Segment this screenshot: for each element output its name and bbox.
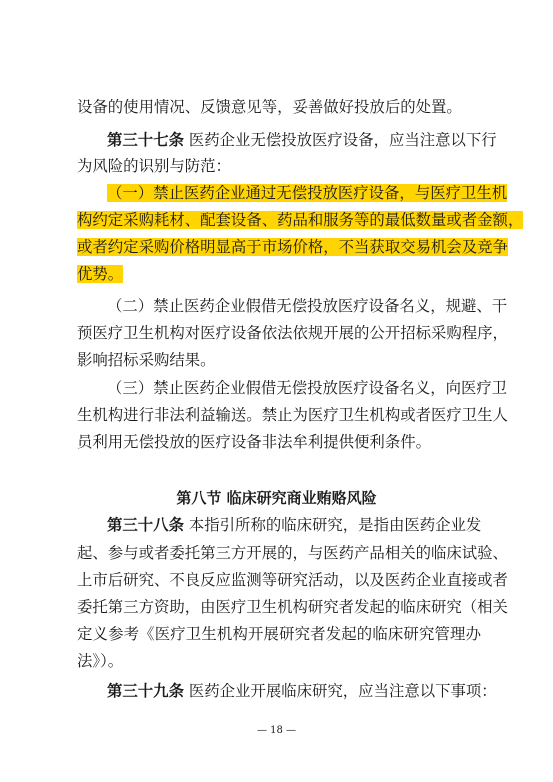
highlighted-text: 优势。: [77, 265, 124, 283]
paragraph-line: [77, 624, 481, 644]
text: 本指引所称的临床研究，是指由医药企业发: [188, 516, 482, 534]
highlighted-text: 构约定采购耗材、配套设备、药品和服务等的最低数量或者金额，: [77, 211, 524, 229]
article-label: 第三十七条: [107, 131, 184, 149]
text: 设备的使用情况、反馈意见等，妥善做好投放后的处置。: [77, 98, 462, 116]
article-39-line: [107, 681, 497, 701]
text: 生机构进行非法利益输送。禁止为医疗卫生机构或者医疗卫生人: [77, 406, 508, 424]
highlighted-line: [77, 237, 508, 257]
text: 上市后研究、不良反应监测等研究活动，以及医药企业直接或者: [77, 571, 508, 589]
highlighted-line: [77, 210, 524, 230]
paragraph-line: [77, 651, 481, 671]
section-heading: 第八节 临床研究商业贿赂风险: [176, 489, 377, 507]
paragraph-line: [77, 597, 508, 617]
paragraph-line: [77, 543, 508, 563]
page-number: — 18 —: [256, 725, 297, 736]
paragraph-line: [107, 296, 508, 316]
text: 起、参与或者委托第三方开展的，与医药产品相关的临床试验、: [77, 544, 508, 562]
text: 医药企业开展临床研究，应当注意以下事项：: [188, 682, 497, 700]
text: 定义参考《医疗卫生机构开展研究者发起的临床研究管理办: [77, 625, 481, 643]
text: 委托第三方资助，由医疗卫生机构研究者发起的临床研究（相关: [77, 598, 508, 616]
text: 医药企业无偿投放医疗设备，应当注意以下行: [188, 131, 497, 149]
paragraph-line: [77, 405, 508, 425]
text: 为风险的识别与防范：: [77, 157, 231, 175]
paragraph-line: [77, 156, 481, 176]
article-37-line: [107, 130, 497, 150]
highlighted-text: 或者约定采购价格明显高于市场价格，不当获取交易机会及竞争: [77, 238, 508, 256]
text: 影响招标采购结果。: [77, 351, 216, 369]
paragraph-line: [77, 350, 481, 370]
highlighted-line: [107, 183, 508, 203]
paragraph-line: [77, 570, 508, 590]
text: 预医疗卫生机构对医疗设备依法依规开展的公开招标采购程序，: [77, 324, 508, 342]
text: （二）禁止医药企业假借无偿投放医疗设备名义，规避、干: [107, 297, 508, 315]
article-label: 第三十九条: [107, 682, 184, 700]
article-38-line: [107, 515, 481, 535]
paragraph-line: [77, 323, 508, 343]
paragraph-line: [77, 97, 481, 117]
paragraph-line: [77, 432, 481, 452]
text: （三）禁止医药企业假借无偿投放医疗设备名义，向医疗卫: [107, 379, 508, 397]
text: 法》）。: [77, 652, 124, 670]
text: 员利用无偿投放的医疗设备非法牟利提供便利条件。: [77, 433, 431, 451]
article-label: 第三十八条: [107, 516, 184, 534]
paragraph-line: [107, 378, 508, 398]
highlighted-text: （一）禁止医药企业通过无偿投放医疗设备，与医疗卫生机: [107, 184, 508, 202]
highlighted-line: [77, 264, 481, 284]
